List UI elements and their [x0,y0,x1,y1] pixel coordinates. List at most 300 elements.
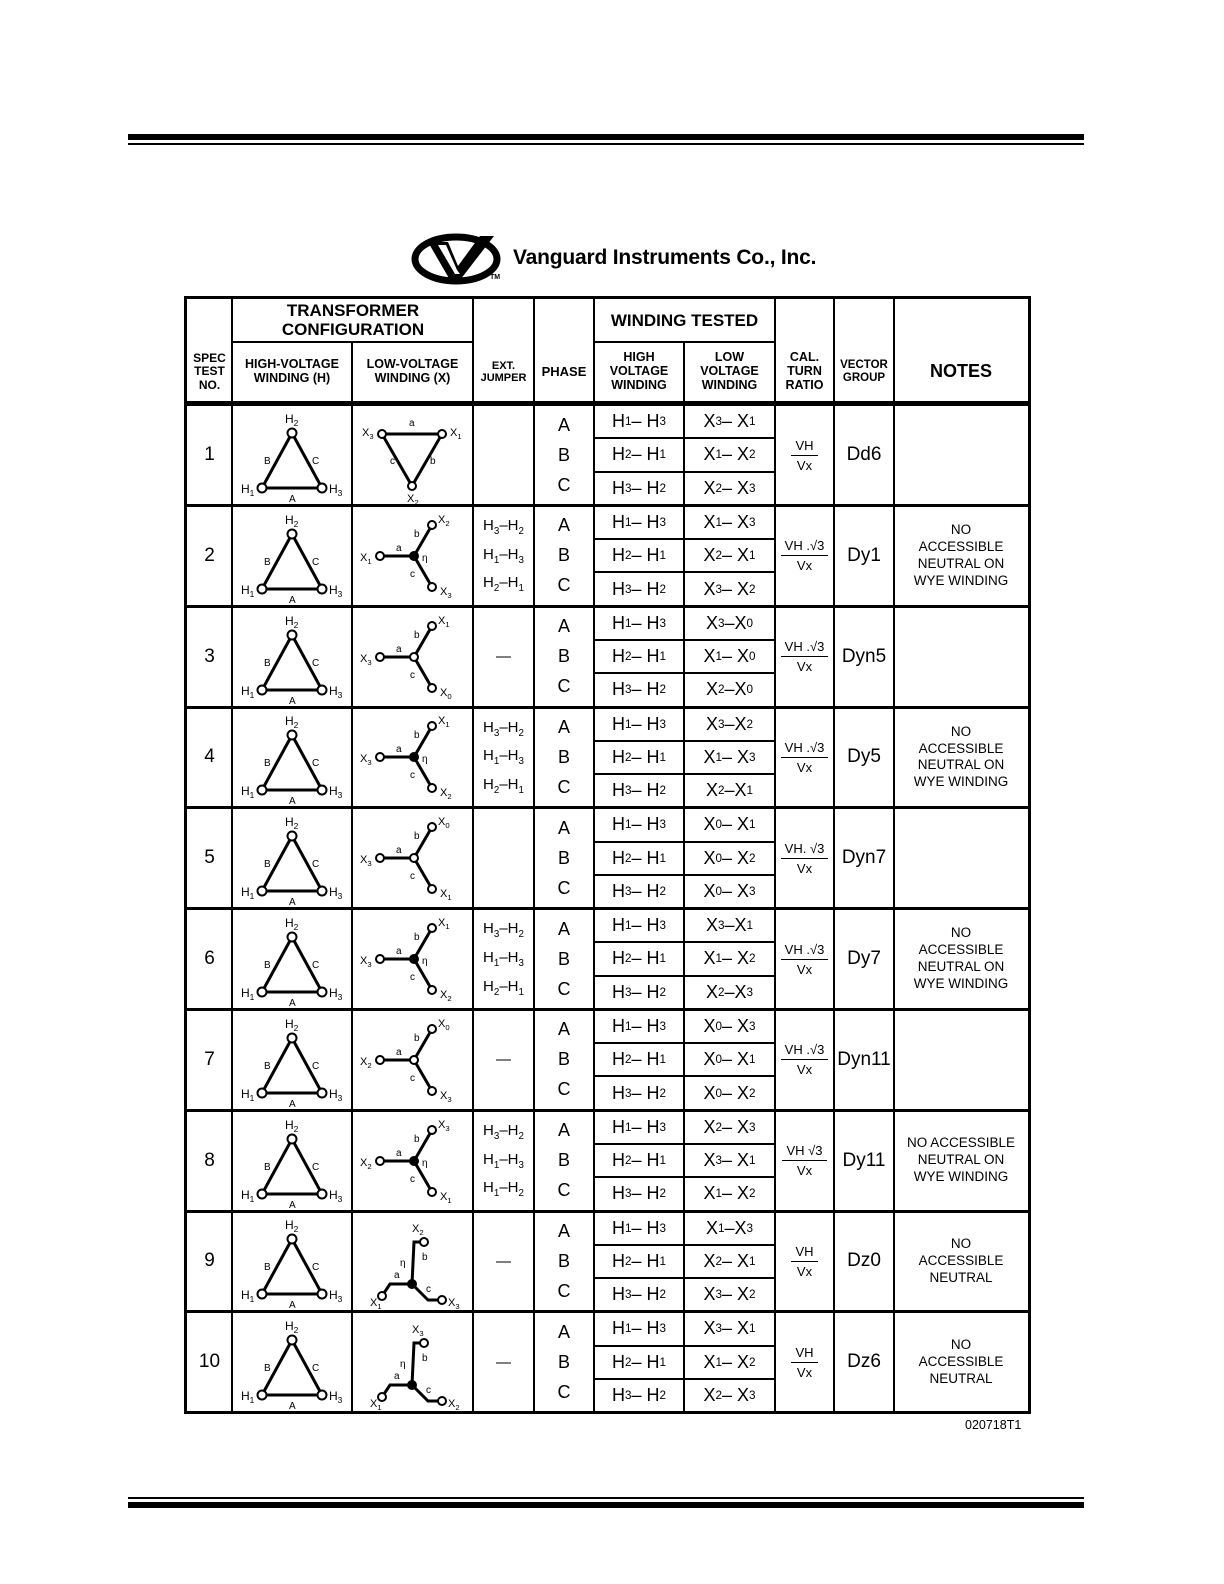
hv-tested-text: H 2 – H 1 [594,641,684,674]
hv-tested-text: H 2 – H 1 [594,439,684,472]
lv-tested-cell [684,507,775,605]
lv-tested-text: X 1 – X 2 [684,943,775,976]
spec-number [187,1313,232,1411]
ext-jumper-cell [473,406,534,504]
lv-wye-diagram [352,1112,473,1210]
svg-text:A: A [289,796,296,807]
vector-group-text: Dyn5 [841,645,887,667]
ratio-numerator: VH .√3 [781,538,829,556]
svg-text:a: a [396,643,402,655]
hv-tested-text: H 1 – H 3 [594,708,684,741]
vector-group-text: Dy5 [847,746,881,768]
svg-text:a: a [396,542,402,554]
ratio-numerator: VH [791,1244,817,1262]
phase-text: B [557,948,570,969]
hv-tested-text: H 1 – H 3 [594,1212,684,1245]
svg-text:a: a [396,1046,402,1058]
ext-jumper-cell [473,708,534,806]
cal-ratio-cell [775,507,834,605]
svg-text:c: c [410,669,415,681]
ext-jumper-cell [473,507,534,605]
svg-text:X2: $X_2$ [440,989,452,1003]
svg-text:a: a [396,744,402,756]
lv-tested-text: X 3 –X 0 [684,608,775,641]
table-row [187,1212,1028,1310]
hv-tested-text: H 3 – H 2 [611,477,667,498]
notes-cell [894,1112,1028,1210]
ext-jumper-cell [473,1011,534,1109]
svg-text:X3: $X_3$ [448,1297,460,1311]
hv-tested-cell [594,1112,684,1210]
svg-text:H3: $H_3$ [329,1288,343,1305]
spec-number [187,1212,232,1310]
svg-text:b: b [422,1252,428,1264]
jumper-text: $H_2-H_1$ [483,977,524,998]
hv-delta-diagram [232,1313,352,1411]
svg-text:X3: $X_3$ [440,585,452,600]
vector-group-cell [834,1112,894,1210]
svg-text:H3: $H_3$ [329,1389,343,1406]
table-row [187,1313,1028,1411]
jumper-text: $H_1-H_3$ [483,948,524,969]
notes-text: NO ACCESSIBLE NEUTRAL ON WYE WINDING [913,925,1009,991]
hv-tested-text: H 1 – H 3 [594,1313,684,1346]
svg-text:H3: $H_3$ [329,482,343,498]
notes-cell [894,507,1028,605]
company-name: Vanguard Instruments Co., Inc. [513,246,817,269]
hv-tested-cell [594,910,684,1008]
svg-text:C: C [312,859,320,871]
svg-text:H2: $H_2$ [285,1016,299,1033]
phase-cell [534,507,594,605]
svg-text:H2: $H_2$ [285,613,299,630]
ratio-numerator: VH .√3 [781,639,829,657]
spec-number [187,507,232,605]
phase-text: C [557,1280,571,1301]
vector-group-cell [834,608,894,706]
hv-delta-diagram [232,1011,352,1109]
svg-text:X3: $X_3$ [362,427,374,441]
svg-text:H1: $H_1$ [241,1086,255,1103]
ratio-numerator: VH .√3 [781,740,829,758]
ratio-denominator: Vx [796,759,813,775]
phase-text: A [557,1321,570,1342]
svg-text:X0: $X_0$ [438,816,450,831]
jumper-text: $H_3-H_2$ [483,920,524,941]
top-rule-thick [128,134,1084,140]
svg-text:B: B [264,456,271,467]
phase-text: C [557,978,571,999]
jumper-text: $H_3-H_2$ [483,517,524,538]
cal-ratio-cell [775,809,834,907]
hv-tested-cell [594,809,684,907]
lv-tested-text: X 0 – X 2 [703,1082,756,1103]
lv-tested-text: X 2 –X 3 [705,981,754,1002]
svg-text:X1: $X_1$ [440,1190,452,1205]
svg-text:C: C [312,456,320,467]
svg-text:B: B [264,1060,271,1072]
svg-text:H1: $H_1$ [241,1389,255,1406]
svg-text:X1: $X_1$ [438,715,450,730]
phase-text: B [557,1351,570,1372]
hv-tested-text: H 1 – H 3 [594,1011,684,1044]
svg-text:C: C [312,1060,320,1072]
svg-text:H3: $H_3$ [329,1187,343,1204]
svg-text:b: b [414,932,420,943]
lv-wye-diagram [352,708,473,806]
svg-text:c: c [410,972,415,983]
spec-number [187,708,232,806]
lv-tested-cell [684,406,775,504]
hv-tested-text: H 1 – H 3 [594,1112,684,1145]
lv-tested-text: X 2 –X 1 [705,780,754,801]
header-phase: PHASE [541,363,587,379]
lv-wye-diagram [352,608,473,706]
spec-number [187,910,232,1008]
svg-text:b: b [422,1353,428,1365]
lv-tested-text: X 3 –X 2 [684,708,775,741]
lv-tested-text: X 1 – X 0 [684,641,775,674]
svg-text:A: A [289,1199,296,1210]
svg-text:B: B [264,960,271,971]
phase-text: A [557,414,570,435]
svg-text:B: B [264,657,271,669]
phase-text: B [557,545,570,566]
svg-text:B: B [264,556,271,568]
notes-text: NO ACCESSIBLE NEUTRAL ON WYE WINDING [913,723,1009,790]
svg-text:X0: $X_0$ [438,1017,450,1032]
svg-text:b: b [414,629,420,641]
header-ext-jumper: EXT. JUMPER [480,359,527,384]
vector-group-cell [834,708,894,806]
ratio-numerator: VH √3 [782,1143,826,1161]
svg-text:A: A [289,1401,296,1412]
vector-group-text: Dd6 [846,444,882,465]
hv-delta-diagram [232,507,352,605]
lv-tested-text: X 2 –X 0 [705,679,754,700]
svg-text:A: A [289,695,296,706]
svg-text:b: b [414,1032,420,1044]
svg-text:a: a [396,845,402,857]
lv-wye-diagram [352,1011,473,1109]
svg-text:H2: $H_2$ [285,815,299,832]
hv-winding-cell [232,507,352,605]
vector-group-text: Dz0 [847,1250,881,1272]
table-row [187,1011,1028,1109]
hv-tested-cell [594,1313,684,1411]
svg-text:a: a [396,946,402,957]
ratio-denominator: Vx [796,457,813,473]
svg-text:H3: $H_3$ [329,582,343,599]
header-winding-tested: WINDING TESTED [610,310,759,330]
svg-text:H1: $H_1$ [241,885,255,902]
phase-text: A [557,1220,570,1241]
phase-text: C [557,1381,571,1402]
phase-text: A [557,616,570,637]
vector-group-cell [834,1313,894,1411]
ratio-denominator: Vx [796,1364,813,1380]
phase-cell [534,1011,594,1109]
lv-tested-text: X 1 – X 2 [703,1183,756,1204]
ratio-denominator: Vx [796,1062,813,1078]
hv-tested-cell [594,1011,684,1109]
bottom-rule-thick [128,1502,1084,1508]
svg-text:H2: $H_2$ [285,1319,299,1336]
lv-winding-cell [352,1112,473,1210]
svg-text:C: C [312,758,320,770]
phase-cell [534,1313,594,1411]
lv-tested-text: X 2 – X 3 [703,1385,756,1405]
hv-tested-text: H 1 – H 3 [594,608,684,641]
hv-winding-cell [232,1212,352,1310]
phase-text: C [557,676,571,697]
phase-text: A [557,817,570,838]
jumper-text: — [496,648,511,666]
cal-ratio-cell [775,1212,834,1310]
lv-winding-cell [352,1212,473,1310]
hv-tested-cell [594,406,684,504]
lv-tested-text: X 3 – X 1 [684,406,775,439]
top-rule-thin [128,143,1084,145]
lv-tested-text: X 0 – X 3 [703,881,756,901]
spec-number [187,406,232,504]
svg-text:H3: $H_3$ [329,683,343,700]
hv-delta-diagram [232,406,352,504]
notes-cell [894,910,1028,1008]
phase-text: B [557,1250,570,1271]
lv-delta-diagram [352,406,473,504]
hv-tested-text: H 2 – H 1 [594,943,684,976]
phase-text: C [557,1079,571,1100]
header-vector-group: VECTOR GROUP [840,359,888,384]
svg-text:B: B [264,758,271,770]
hv-tested-text: H 2 – H 1 [594,1145,684,1178]
ratio-denominator: Vx [796,558,813,574]
lv-tested-text: X 1 – X 3 [684,507,775,540]
lv-winding-cell [352,1011,473,1109]
vector-group-text: Dy7 [847,948,881,969]
svg-text:b: b [414,730,420,742]
jumper-text: $H_2-H_1$ [483,776,524,797]
svg-text:C: C [312,556,320,568]
notes-cell [894,608,1028,706]
hv-winding-cell [232,1011,352,1109]
lv-winding-cell [352,608,473,706]
phase-cell [534,608,594,706]
svg-text:X1: $X_1$ [370,1398,382,1412]
phase-text: A [557,918,570,939]
hv-delta-diagram [232,809,352,907]
phase-text: B [557,746,570,767]
lv-tested-text: X 0 – X 1 [684,809,775,842]
header-transformer-config: TRANSFORMER CONFIGURATION [281,301,425,339]
phase-text: B [557,1150,570,1171]
lv-winding-cell [352,708,473,806]
svg-text:X3: $X_3$ [440,1089,452,1104]
ext-jumper-cell [473,1212,534,1310]
svg-text:X2: $X_2$ [438,513,450,528]
ext-jumper-cell [473,809,534,907]
lv-tested-text: X 2 – X 3 [703,477,756,498]
svg-text:A: A [289,594,296,605]
jumper-text: $H_1-H_3$ [483,747,524,768]
lv-wye-diagram [352,910,473,1008]
table-row [187,809,1028,907]
svg-text:H3: $H_3$ [329,986,343,1002]
svg-text:C: C [312,960,320,971]
spec-number-text: 4 [204,746,215,768]
svg-text:X3: $X_3$ [360,652,372,667]
svg-text:B: B [264,1363,271,1375]
hv-delta-diagram [232,608,352,706]
ratio-denominator: Vx [796,659,813,675]
svg-text:η: η [422,1157,428,1169]
svg-text:X2: $X_2$ [412,1223,424,1238]
phase-text: C [557,1180,571,1201]
hv-winding-cell [232,910,352,1008]
svg-text:b: b [414,831,420,843]
svg-text:H1: $H_1$ [241,784,255,801]
phase-cell [534,1212,594,1310]
phase-cell [534,809,594,907]
svg-text:X1: $X_1$ [360,551,372,566]
hv-tested-cell [594,1212,684,1310]
notes-cell [894,708,1028,806]
lv-tested-text: X 0 – X 3 [684,1011,775,1044]
jumper-text: — [496,1252,511,1270]
vector-group-cell [834,1011,894,1109]
svg-text:b: b [414,1133,420,1145]
vector-group-text: Dyn7 [841,847,887,869]
svg-text:H2: $H_2$ [285,1117,299,1134]
hv-tested-cell [594,708,684,806]
hv-tested-text: H 3 – H 2 [611,881,667,901]
ratio-numerator: VH [791,438,817,456]
svg-text:c: c [390,456,395,467]
lv-tested-text: X 2 – X 1 [684,1246,775,1279]
lv-tested-cell [684,910,775,1008]
hv-tested-text: H 3 – H 2 [611,1183,667,1204]
svg-text:C: C [312,657,320,669]
cal-ratio-cell [775,1011,834,1109]
ext-jumper-cell [473,1313,534,1411]
hv-tested-text: H 3 – H 2 [611,780,667,801]
svg-text:c: c [410,1072,415,1084]
jumper-text: — [496,1353,511,1371]
spec-number-text: 7 [204,1048,215,1070]
table-row [187,910,1028,1008]
svg-text:H3: $H_3$ [329,1086,343,1103]
drawing-code: 020718T1 [965,1418,1022,1432]
header-notes: NOTES [929,361,992,382]
lv-tested-text: X 1 – X 2 [684,439,775,472]
hv-tested-text: H 2 – H 1 [594,1246,684,1279]
svg-text:X0: $X_0$ [440,686,452,701]
svg-text:X2: $X_2$ [440,787,452,802]
ratio-denominator: Vx [796,1263,813,1279]
hv-tested-text: H 1 – H 3 [594,910,684,943]
hv-winding-cell [232,1112,352,1210]
svg-text:H2: $H_2$ [285,512,299,529]
lv-winding-cell [352,406,473,504]
lv-wye-diagram [352,507,473,605]
ext-jumper-cell [473,910,534,1008]
phase-text: C [557,877,571,898]
svg-text:B: B [264,1262,271,1274]
svg-text:A: A [289,494,296,504]
svg-text:X3: $X_3$ [360,955,372,969]
jumper-text: $H_3-H_2$ [483,1121,524,1142]
svg-text:H1: $H_1$ [241,582,255,599]
lv-winding-cell [352,910,473,1008]
jumper-text: $H_1-H_3$ [483,1150,524,1171]
spec-number [187,1011,232,1109]
svg-text:A: A [289,1300,296,1311]
hv-tested-text: H 2 – H 1 [594,1347,684,1380]
svg-text:A: A [289,897,296,908]
svg-text:C: C [312,1363,320,1375]
table-row [187,708,1028,806]
svg-text:a: a [394,1270,400,1282]
hv-tested-text: H 1 – H 3 [594,406,684,439]
table-row [187,406,1028,504]
spec-number [187,1112,232,1210]
header-cal-ratio: CAL. TURN RATIO [785,350,824,392]
lv-tested-text: X 0 – X 2 [684,843,775,876]
svg-text:B: B [264,859,271,871]
lv-tested-text: X 2 – X 1 [684,540,775,573]
lv-tested-cell [684,1011,775,1109]
jumper-text: — [496,1051,511,1069]
hv-delta-diagram [232,1112,352,1210]
vector-group-cell [834,910,894,1008]
vector-group-text: Dyn11 [837,1048,891,1070]
ratio-denominator: Vx [796,961,813,977]
notes-cell [894,809,1028,907]
lv-tested-text: X 2 – X 3 [684,1112,775,1145]
svg-text:X2: $X_2$ [360,1156,372,1171]
table-header [187,299,1028,403]
spec-number [187,809,232,907]
svg-text:C: C [312,1161,320,1173]
phase-text: B [557,847,570,868]
svg-text:X3: $X_3$ [360,753,372,768]
jumper-text: $H_1-H_2$ [483,1179,524,1200]
hv-tested-text: H 2 – H 1 [594,742,684,775]
hv-tested-text: H 1 – H 3 [594,507,684,540]
svg-text:η: η [400,1359,406,1371]
vector-group-cell [834,507,894,605]
hv-tested-text: H 3 – H 2 [611,1284,667,1305]
svg-text:η: η [422,552,428,564]
svg-text:H1: $H_1$ [241,683,255,700]
svg-text:H1: $H_1$ [241,482,255,498]
vector-group-cell [834,809,894,907]
svg-text:X1: $X_1$ [370,1297,382,1311]
svg-text:η: η [400,1258,406,1270]
spec-number-text: 2 [204,544,215,566]
hv-tested-text: H 3 – H 2 [611,981,667,1002]
hv-delta-diagram [232,910,352,1008]
svg-text:X1: $X_1$ [450,427,462,441]
cal-ratio-cell [775,1112,834,1210]
lv-zigzag-diagram [352,1212,473,1310]
spec-number-text: 5 [204,847,215,869]
cal-ratio-cell [775,608,834,706]
hv-tested-text: H 3 – H 2 [611,578,667,599]
ratio-numerator: VH. √3 [781,841,829,859]
svg-text:C: C [312,1262,320,1274]
